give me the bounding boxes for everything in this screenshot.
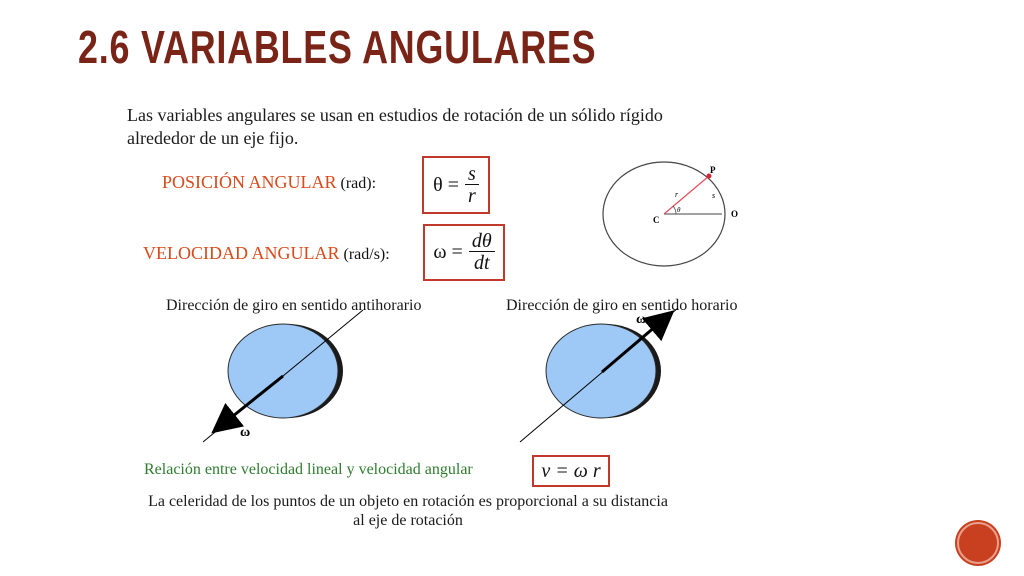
arc-label: s xyxy=(712,191,716,200)
relation-label: Relación entre velocidad lineal y velocidad angular xyxy=(144,461,473,478)
point-o-label: O xyxy=(731,209,739,219)
velocity-numerator: dθ xyxy=(469,231,495,252)
intro-line-1: Las variables angulares se usan en estudios de rotación de un sólido rígido xyxy=(127,105,663,125)
velocity-denominator: dt xyxy=(473,252,490,274)
relation-formula: v = ω r xyxy=(532,455,610,487)
conclusion-line-2: al eje de rotación xyxy=(353,512,463,529)
clockwise-caption: Dirección de giro en sentido horario xyxy=(506,297,738,314)
radius-label: r xyxy=(675,190,679,199)
position-numerator: s xyxy=(465,164,479,185)
angular-position-unit: (rad): xyxy=(340,175,377,192)
angular-position-formula xyxy=(422,156,490,214)
angular-velocity-row xyxy=(143,243,390,264)
position-denominator: r xyxy=(468,184,476,207)
angular-position-row xyxy=(162,172,376,193)
point-p-label: P xyxy=(710,165,716,175)
intro-text xyxy=(127,104,663,150)
clockwise-disk-diagram xyxy=(515,300,695,450)
velocity-fraction xyxy=(469,231,495,274)
angular-velocity-unit: (rad/s): xyxy=(343,246,390,263)
angular-position-label: POSICIÓN ANGULAR xyxy=(162,172,337,192)
radius-line xyxy=(664,176,709,214)
angle-arc xyxy=(673,206,676,214)
conclusion-line-1: La celeridad de los puntos de un objeto en rotación es proporcional a su distancia xyxy=(148,493,668,510)
counterclockwise-disk-diagram xyxy=(195,300,375,450)
conclusion-text xyxy=(113,492,703,530)
position-fraction xyxy=(465,164,479,207)
omega-label-left: ω xyxy=(240,425,251,440)
slide-title: 2.6 VARIABLES ANGULARES xyxy=(78,21,597,73)
disk-face xyxy=(228,324,338,418)
omega-equals: ω = xyxy=(433,241,463,263)
circle-diagram xyxy=(600,160,750,272)
intro-line-2: alrededor de un eje fijo. xyxy=(127,128,299,148)
omega-label-right: ω xyxy=(636,312,647,327)
angular-velocity-label: VELOCIDAD ANGULAR xyxy=(143,243,340,263)
counterclockwise-caption: Dirección de giro en sentido antihorario xyxy=(166,297,422,314)
theta-equals: θ = xyxy=(433,173,460,196)
page-number-badge xyxy=(957,522,999,564)
point-c-label: C xyxy=(653,215,660,225)
angular-velocity-formula xyxy=(423,224,505,281)
angle-label: θ xyxy=(677,206,681,214)
